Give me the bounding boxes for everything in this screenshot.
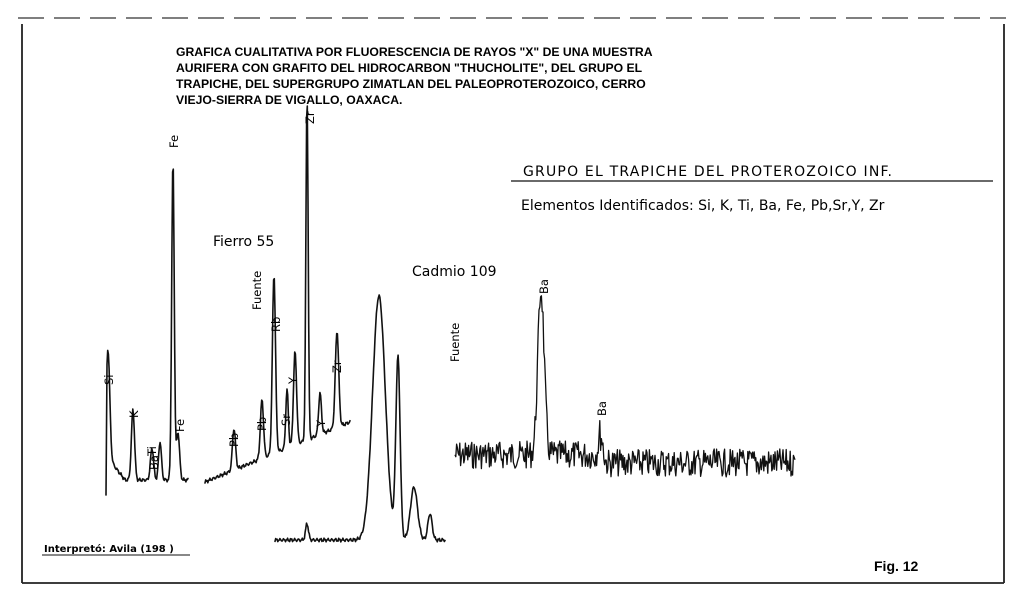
- spectrum-trace-fe55-high: [205, 106, 350, 483]
- interpreted-by: Interpretó: Avila (198 ): [44, 544, 174, 555]
- peak-label-sr: Sr: [279, 413, 293, 426]
- peak-label-ti: Ti: [145, 446, 159, 456]
- peak-label-pb-1: Pb: [227, 432, 241, 447]
- peak-label-zr-2: Zr: [330, 360, 344, 373]
- fuente-label-fe55: Fuente: [250, 270, 264, 310]
- peak-label-y-1: Y: [286, 376, 300, 384]
- peak-label-rb: Rb: [269, 316, 283, 332]
- group-heading: GRUPO EL TRAPICHE DEL PROTEROZOICO INF.: [523, 164, 894, 180]
- peak-label-zr-1: Zr: [303, 111, 317, 124]
- title-line-2: AURIFERA CON GRAFITO DEL HIDROCARBON "THUCHOLITE", DEL GRUPO EL: [176, 61, 643, 75]
- peak-label-fe-major: Fe: [167, 134, 181, 148]
- peak-label-k: K: [127, 410, 141, 418]
- title-line-1: GRAFICA CUALITATIVA POR FLUORESCENCIA DE RAYOS "X" DE UNA MUESTRA: [176, 45, 653, 59]
- peak-label-y-2: Y: [314, 419, 328, 427]
- spectrum-trace-cd109: [455, 296, 795, 477]
- elements-identified: Elementos Identificados: Si, K, Ti, Ba, Fe, Pb,Sr,Y, Zr: [521, 198, 885, 214]
- peak-label-ba-major: Ba: [537, 279, 551, 294]
- title-line-4: VIEJO-SIERRA DE VIGALLO, OAXACA.: [176, 93, 403, 107]
- source-cd109-label: Cadmio 109: [412, 264, 497, 280]
- title-line-3: TRAPICHE, DEL SUPERGRUPO ZIMATLAN DEL PALEOPROTEROZOICO, CERRO: [176, 77, 646, 91]
- peak-label-ba-minor: Ba: [595, 401, 609, 416]
- spectrum-trace-fe55-source: [275, 295, 445, 542]
- peak-label-fe-minor: Fe: [173, 418, 187, 432]
- source-fe55-label: Fierro 55: [213, 234, 275, 250]
- page-frame: [18, 18, 1006, 583]
- fuente-label-cd109: Fuente: [448, 322, 462, 362]
- peak-label-si: Si: [102, 374, 116, 385]
- figure-label: Fig. 12: [874, 558, 919, 574]
- peak-label-pb-2: Pb: [255, 416, 269, 431]
- peak-label-ba: Ba: [147, 455, 161, 470]
